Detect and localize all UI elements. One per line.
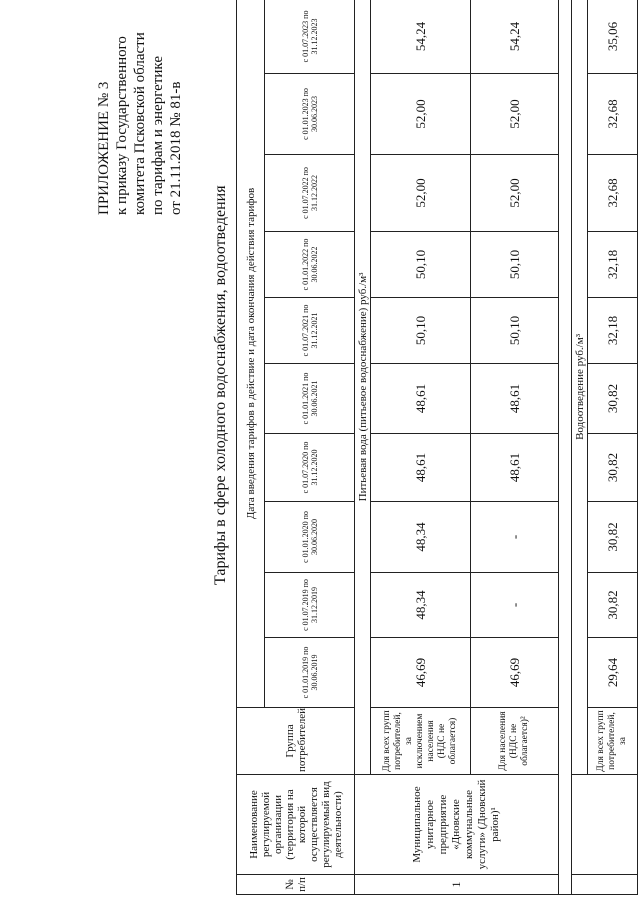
period-header: с 01.01.2021 по 30.06.2021 <box>265 364 355 434</box>
tariff-cell: 48,61 <box>371 364 471 434</box>
organization-name: Муниципальное унитарное предприятие «Дновские коммунальные услуги» (Дновский район)¹ <box>355 775 559 875</box>
period-header: с 01.07.2019 по 31.12.2019 <box>265 573 355 638</box>
tariff-cell: 52,00 <box>471 155 559 232</box>
tariff-cell: 52,00 <box>371 155 471 232</box>
period-header: с 01.07.2021 по 31.12.2021 <box>265 298 355 364</box>
tariff-cell: 29,64 <box>588 638 638 708</box>
appendix-line: по тарифам и энергетике <box>150 56 166 215</box>
period-header: с 01.07.2020 по 31.12.2020 <box>265 434 355 502</box>
organization-empty <box>572 775 638 875</box>
period-header: с 01.01.2022 по 30.06.2022 <box>265 232 355 298</box>
period-header: с 01.01.2020 по 30.06.2020 <box>265 502 355 573</box>
row-separator <box>559 0 572 895</box>
tariff-cell: 35,06 <box>588 0 638 74</box>
appendix-title: ПРИЛОЖЕНИЕ № 3 <box>96 81 112 215</box>
header-number: № п/п <box>237 875 355 895</box>
appendix-date: от 21.11.2018 № 81-в <box>168 81 184 215</box>
tariff-cell: 46,69 <box>471 638 559 708</box>
appendix-line: комитета Псковской области <box>132 32 148 215</box>
tariff-cell: 30,82 <box>588 364 638 434</box>
period-header: с 01.07.2022 по 31.12.2022 <box>265 155 355 232</box>
tariff-cell: 48,61 <box>471 364 559 434</box>
tariff-cell: 48,34 <box>371 502 471 573</box>
tariff-cell: 32,18 <box>588 298 638 364</box>
tariff-table <box>236 0 638 895</box>
period-header: с 01.01.2019 по 30.06.2019 <box>265 638 355 708</box>
row-number: 1 <box>355 875 559 895</box>
table-row <box>471 0 559 895</box>
section-water: Питьевая вода (питьевое водоснабжение) руб./м³ <box>355 0 371 775</box>
table-row <box>588 0 638 895</box>
section-sewer: Водоотведение руб./м³ <box>572 0 588 775</box>
tariff-cell: 32,68 <box>588 155 638 232</box>
table-row <box>371 0 471 895</box>
tariff-cell: - <box>471 502 559 573</box>
document-title: Тарифы в сфере холодного водоснабжения, водоотведения <box>212 185 229 585</box>
period-header: с 01.01.2023 по 30.06.2023 <box>265 74 355 155</box>
tariff-cell: - <box>471 573 559 638</box>
tariff-cell: 54,24 <box>371 0 471 74</box>
period-header: с 01.07.2023 по 31.12.2023 <box>265 0 355 74</box>
tariff-cell: 50,10 <box>371 298 471 364</box>
tariff-cell: 30,82 <box>588 502 638 573</box>
tariff-cell: 32,68 <box>588 74 638 155</box>
tariff-cell: 52,00 <box>371 74 471 155</box>
tariff-cell: 48,61 <box>471 434 559 502</box>
tariff-cell: 48,61 <box>371 434 471 502</box>
tariff-cell: 46,69 <box>371 638 471 708</box>
tariff-cell: 50,10 <box>371 232 471 298</box>
tariff-cell: 32,18 <box>588 232 638 298</box>
appendix-line: к приказу Государственного <box>114 36 130 215</box>
group-cell: Для всех групп потребителей, за <box>588 708 638 775</box>
header-dates: Дата введения тарифов в действие и дата окончания действия тарифов <box>237 0 265 708</box>
tariff-cell: 30,82 <box>588 434 638 502</box>
tariff-cell: 48,34 <box>371 573 471 638</box>
tariff-cell: 54,24 <box>471 0 559 74</box>
group-cell: Для населения (НДС не облагается)² <box>471 708 559 775</box>
tariff-cell: 50,10 <box>471 232 559 298</box>
tariff-cell: 52,00 <box>471 74 559 155</box>
row-number-empty <box>572 875 638 895</box>
tariff-cell: 30,82 <box>588 573 638 638</box>
header-organization: Наименование регулируемой организации (территория на которой осуществляется регулируемый вид деятельности) <box>237 775 355 875</box>
header-group: Группа потребителей <box>237 708 355 775</box>
appendix-block <box>95 15 185 215</box>
group-cell: Для всех групп потребителей, за исключением населения (НДС не облагается) <box>371 708 471 775</box>
tariff-cell: 50,10 <box>471 298 559 364</box>
